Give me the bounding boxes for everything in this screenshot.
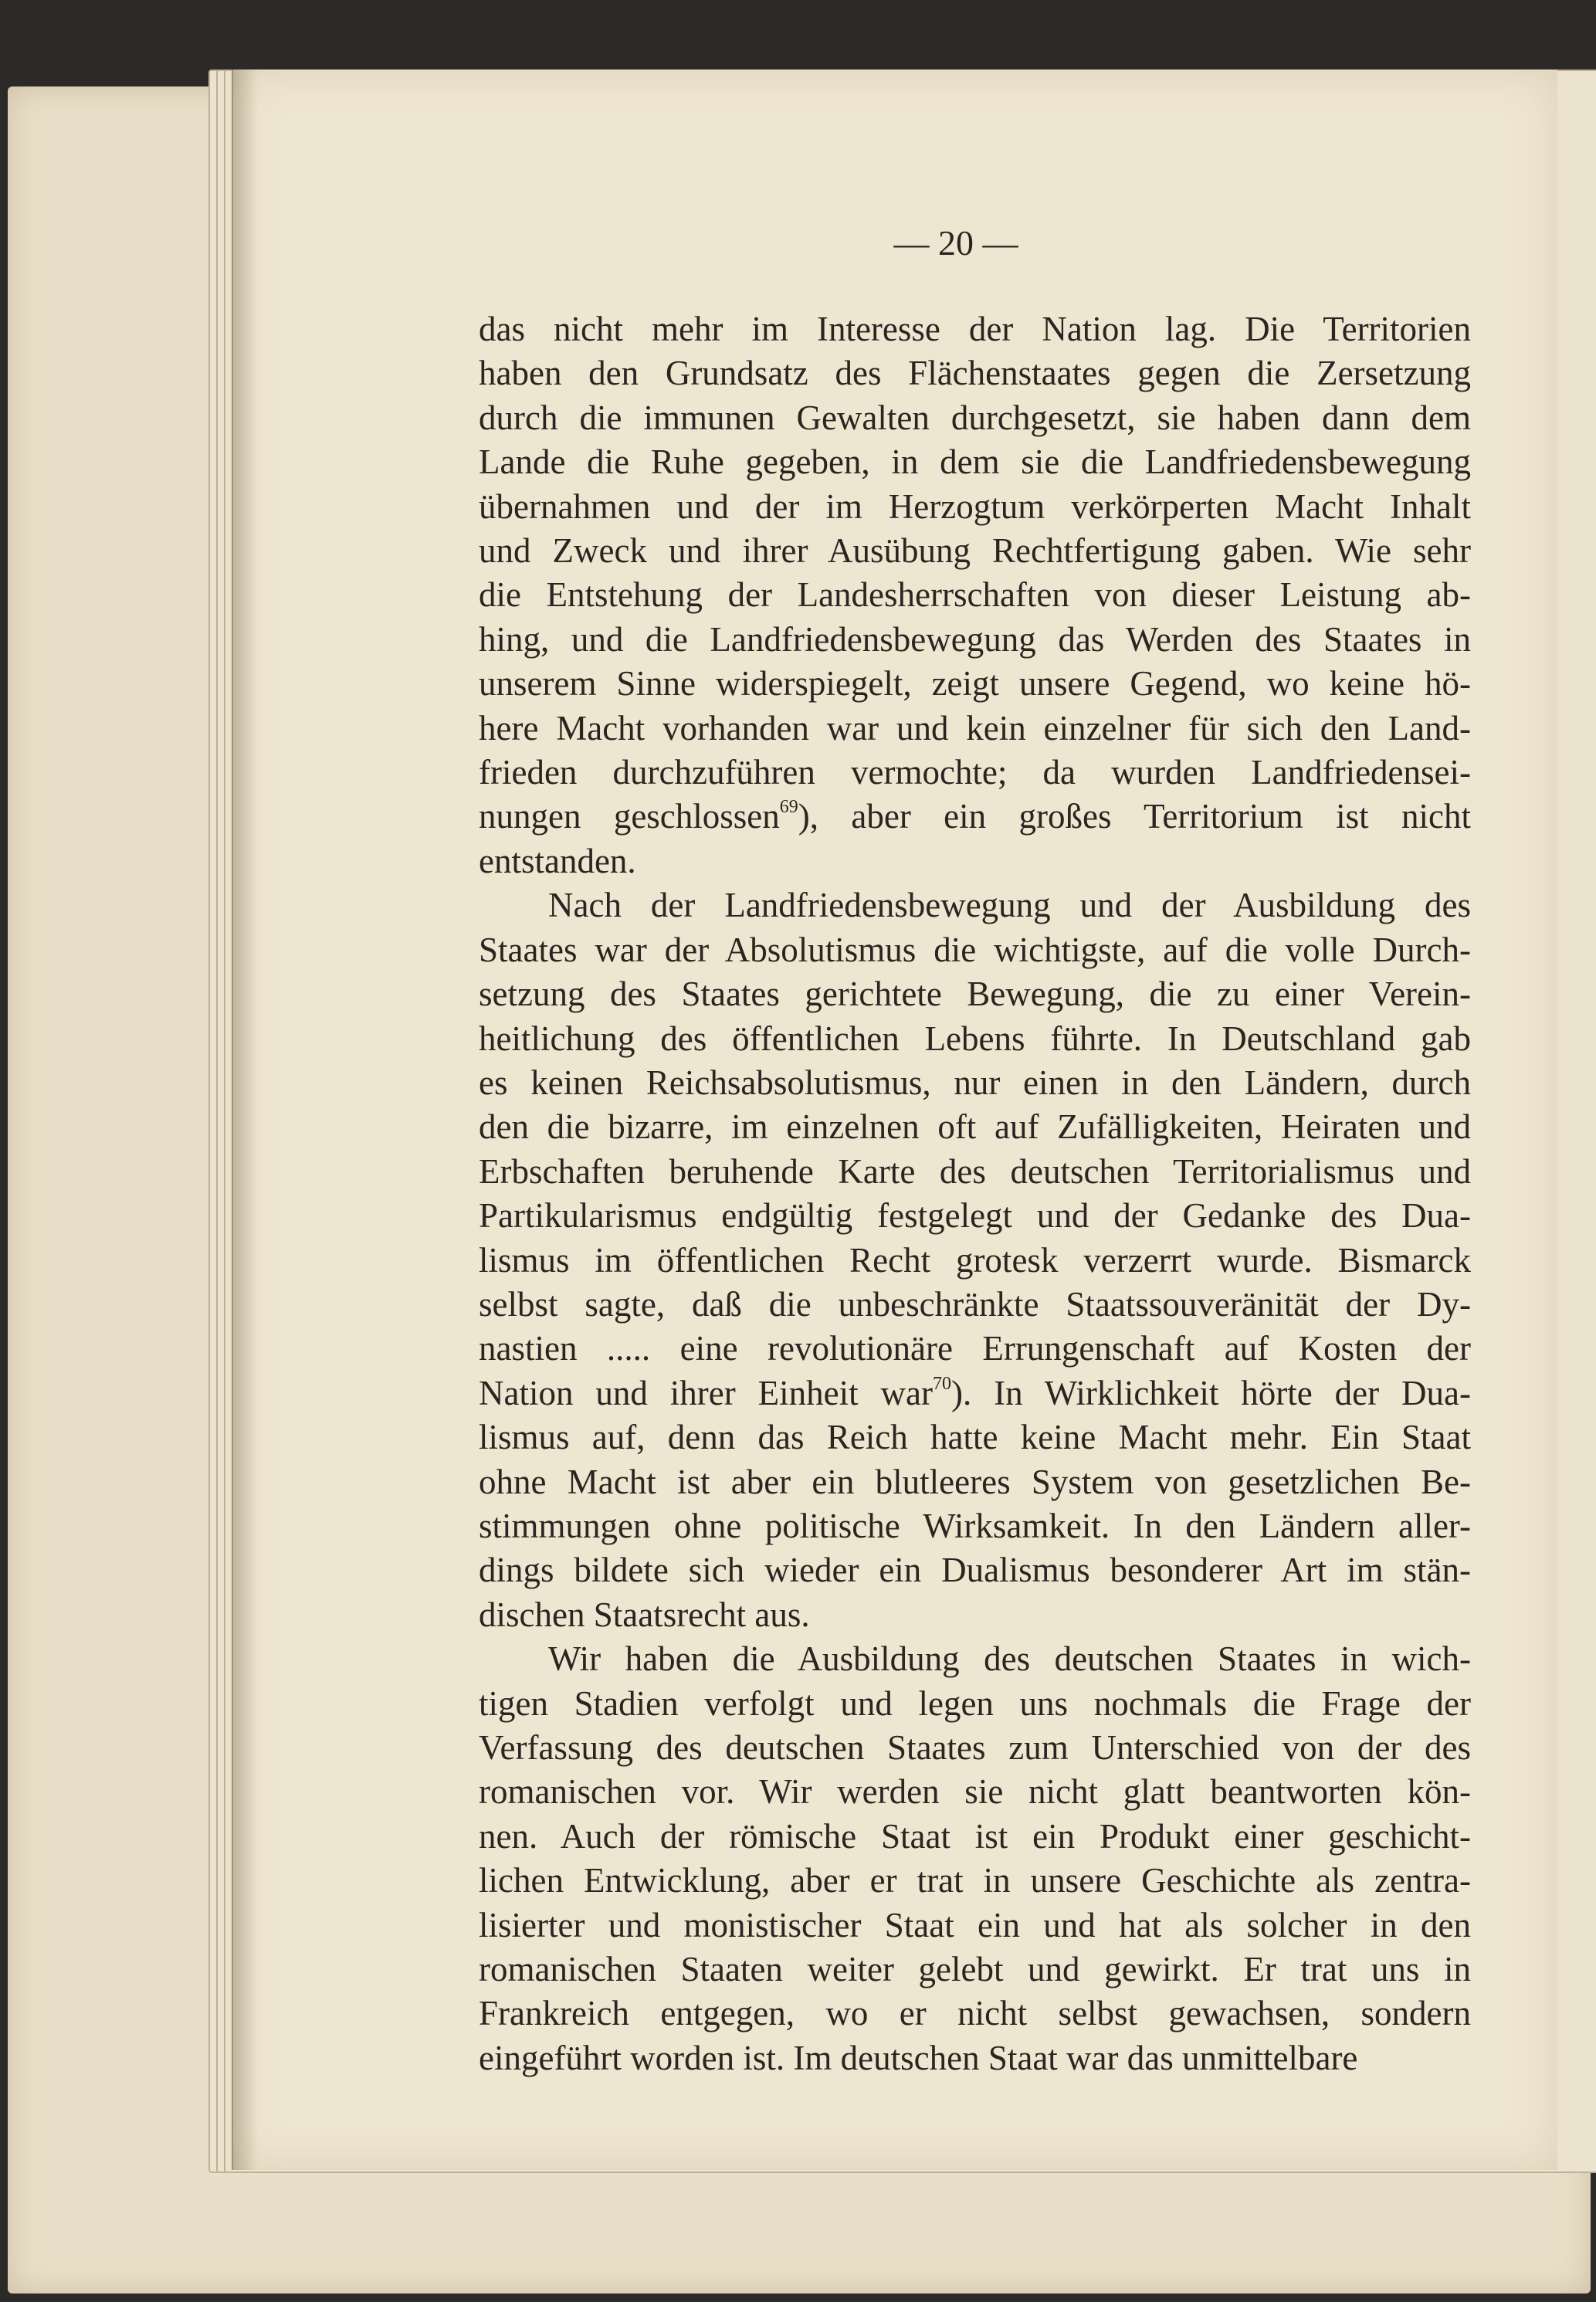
text-line: den die bizarre, im einzelnen oft auf Zufälligkeiten, Heiraten und [479, 1107, 1471, 1147]
paragraph-2 [479, 883, 1471, 1637]
text-line: übernahmen und der im Herzogtum verkörperten Macht Inhalt [479, 487, 1471, 526]
text-line: hing, und die Landfriedensbewegung das Werden des Staates in [479, 619, 1471, 659]
text-line: Verfassung des deutschen Staates zum Unterschied von der des [479, 1728, 1471, 1767]
text-line: eingeführt worden ist. Im deutschen Staat war das unmittelbare [479, 2038, 1358, 2077]
footnote-70-after: ). In Wirklichkeit hörte der Dua- [951, 1373, 1471, 1412]
text-line: ohne Macht ist aber ein blutleeres System von gesetzlichen Be- [479, 1462, 1471, 1501]
page-number: — 20 — [893, 223, 1018, 263]
footnote-69-after: ), aber ein großes Territorium ist nicht [798, 797, 1471, 836]
text-line: Frankreich entgegen, wo er nicht selbst gewachsen, sondern [479, 1994, 1471, 2033]
text-line: Partikularismus endgültig festgelegt und der Gedanke des Dua- [479, 1196, 1471, 1236]
text-line: nen. Auch der römische Staat ist ein Produkt einer geschicht- [479, 1816, 1471, 1856]
text-line: durch die immunen Gewalten durchgesetzt, sie haben dann dem [479, 398, 1471, 437]
text-line: haben den Grundsatz des Flächenstaates gegen die Zersetzung [479, 354, 1471, 393]
text-line: lisierter und monistischer Staat ein und hat als solcher in den [479, 1905, 1471, 1944]
text-line: unserem Sinne widerspiegelt, zeigt unsere Gegend, wo keine hö- [479, 664, 1471, 703]
text-line-with-footnote [479, 1371, 1471, 1415]
text-line: lichen Entwicklung, aber er trat in unsere Geschichte als zentra- [479, 1861, 1471, 1900]
text-line: here Macht vorhanden war und kein einzelner für sich den Land- [479, 708, 1471, 748]
text-line: stimmungen ohne politische Wirksamkeit. In den Ländern aller- [479, 1506, 1471, 1545]
paragraph-3 [479, 1637, 1471, 2080]
text-line: entstanden. [479, 841, 636, 880]
text-line: die Entstehung der Landesherrschaften von dieser Leistung ab- [479, 575, 1471, 615]
body-text [479, 307, 1471, 2080]
text-line: dischen Staatsrecht aus. [479, 1595, 810, 1634]
text-line: dings bildete sich wieder ein Dualismus besonderer Art im stän- [479, 1551, 1471, 1590]
text-line: lismus auf, denn das Reich hatte keine Macht mehr. Ein Staat [479, 1418, 1471, 1457]
text-line: nastien ..... eine revolutionäre Errungenschaft auf Kosten der [479, 1329, 1471, 1368]
text-line: romanischen Staaten weiter gelebt und gewirkt. Er trat uns in [479, 1950, 1471, 1989]
footnote-mark-70: 70 [933, 1373, 952, 1394]
paragraph-1 [479, 307, 1471, 883]
text-line: Erbschaften beruhende Karte des deutschen Territorialismus und [479, 1151, 1471, 1191]
footnote-69-before: nungen geschlossen [479, 797, 780, 836]
text-line: romanischen vor. Wir werden sie nicht glatt beantworten kön- [479, 1772, 1471, 1812]
text-line: Staates war der Absolutismus die wichtigste, auf die volle Durch- [479, 930, 1471, 969]
footnote-mark-69: 69 [779, 797, 798, 818]
text-line: das nicht mehr im Interesse der Nation lag. Die Territorien [479, 310, 1471, 348]
text-line-with-footnote [479, 795, 1471, 839]
text-line: lismus im öffentlichen Recht grotesk verzerrt wurde. Bismarck [479, 1240, 1471, 1280]
text-line: setzung des Staates gerichtete Bewegung, die zu einer Verein- [479, 975, 1471, 1014]
text-line: frieden durchzuführen vermochte; da wurden Landfriedensei- [479, 753, 1471, 792]
text-line: heitlichung des öffentlichen Lebens führte. In Deutschland gab [479, 1019, 1471, 1058]
text-line: selbst sagte, daß die unbeschränkte Staatssouveränität der Dy- [479, 1284, 1471, 1324]
text-line: tigen Stadien verfolgt und legen uns nochmals die Frage der [479, 1683, 1471, 1723]
text-line: Nach der Landfriedensbewegung und der Ausbildung des [548, 886, 1471, 925]
text-line: es keinen Reichsabsolutismus, nur einen in den Ländern, durch [479, 1063, 1471, 1102]
spine-shadow [232, 70, 258, 2170]
text-line: Wir haben die Ausbildung des deutschen Staates in wich- [548, 1639, 1471, 1679]
text-line: Lande die Ruhe gegeben, in dem sie die Landfriedensbewegung [479, 442, 1471, 482]
text-line: und Zweck und ihrer Ausübung Rechtfertigung gaben. Wie sehr [479, 531, 1471, 571]
footnote-70-before: Nation und ihrer Einheit war [479, 1373, 934, 1412]
